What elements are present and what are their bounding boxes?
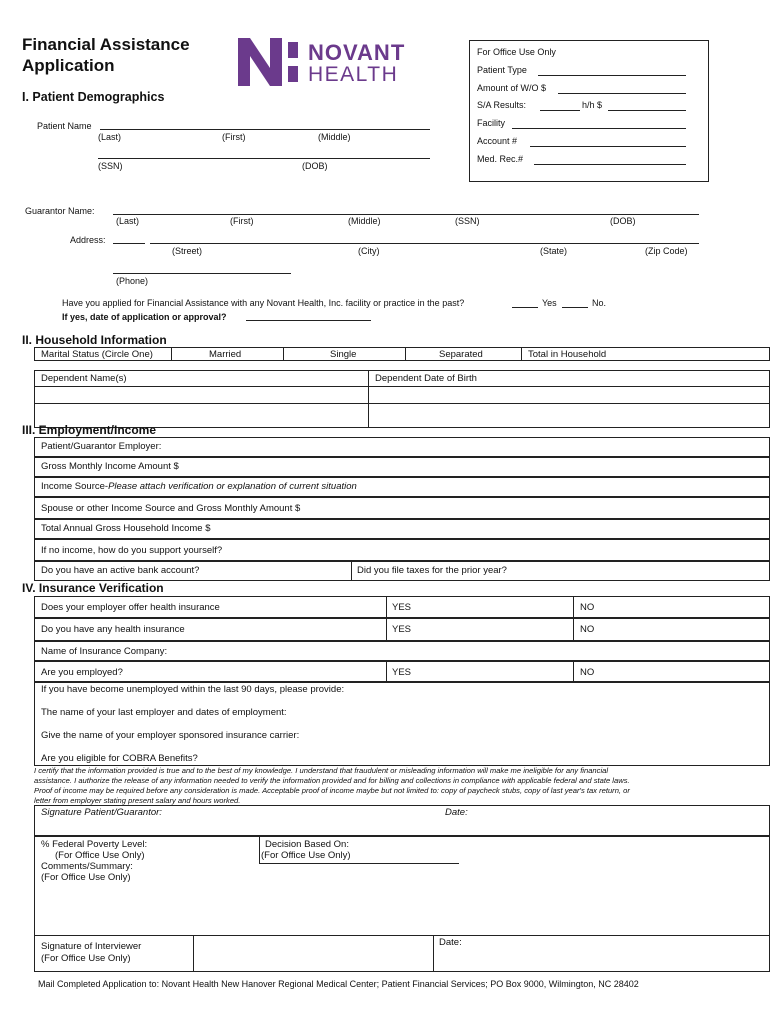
single-option[interactable]: Single [330,349,357,360]
divider [405,348,406,360]
novant-n-mark-icon [238,38,300,86]
dependents-row-rule [35,403,769,404]
interviewer-label-line-1: Signature of Interviewer [41,941,142,952]
office-use-box [469,40,709,182]
total-annual-row[interactable] [34,519,770,539]
section-4-heading: IV. Insurance Verification [22,581,164,595]
income-source-prefix: Income Source- [41,481,109,492]
title-line-2: Application [22,56,115,75]
divider [35,935,769,936]
if-yes-label: If yes, date of application or approval? [62,312,227,322]
income-source-label [41,481,357,492]
applied-no-label: No. [592,298,607,308]
dependents-header-rule [35,386,769,387]
ssn-label: (SSN) [98,161,123,171]
divider [368,371,369,427]
patient-name-label: Patient Name [37,121,92,131]
income-source-note: Please attach verification or explanation of current situation [108,481,357,492]
address-field-a[interactable] [113,243,145,244]
amount-wo-label: Amount of W/O $ [477,83,547,93]
sa-results-label: S/A Results: [477,100,527,110]
section-2-heading: II. Household Information [22,333,167,347]
section-1-heading: I. Patient Demographics [22,90,165,104]
interviewer-label [41,941,141,965]
ssn-dob-field[interactable] [98,158,430,159]
if-yes-field[interactable] [246,320,371,321]
facility-label: Facility [477,118,506,128]
divider [259,863,459,864]
fpl-label-line-2: (For Office Use Only) [55,850,145,861]
amount-wo-field[interactable] [558,93,686,94]
dob-label: (DOB) [302,161,328,171]
insurance-company-label: Name of Insurance Company: [41,646,168,657]
any-insurance-row [34,618,770,641]
no-income-row[interactable] [34,539,770,561]
divider [259,837,260,863]
first-label: (First) [222,132,246,142]
no-income-label: If no income, how do you support yourself? [41,545,223,556]
decision-label[interactable] [261,839,351,861]
certify-line-3: Proof of income may be required before any consideration is made. Acceptable proof of income maybe but not limited to: copy of paycheck stubs, copy of last year's tax return, or [34,786,630,795]
signature-label: Signature Patient/Guarantor: [41,807,162,818]
state-label: (State) [540,246,568,256]
applied-no-field[interactable] [562,307,588,308]
form-title [22,34,190,76]
divider [351,562,352,580]
g-ssn-label: (SSN) [455,216,480,226]
fpl-label-line-1: % Federal Poverty Level: [41,839,148,850]
divider [386,619,387,640]
interviewer-label-line-2: (For Office Use Only) [41,953,131,964]
sa-results-field[interactable] [540,110,580,111]
bank-account-label[interactable]: Do you have an active bank account? [41,565,200,576]
divider [433,935,434,971]
any-insurance-label: Do you have any health insurance [41,624,185,635]
last-label: (Last) [98,132,122,142]
employed-label: Are you employed? [41,667,123,678]
employed-no[interactable]: NO [580,667,595,678]
certify-line-1: I certify that the information provided is true and to the best of my knowledge. I understand that fraudulent or misleading information will make me ineligible for any financial [34,766,609,775]
total-household-label: Total in Household [528,349,607,360]
g-first-label: (First) [230,216,254,226]
income-source-row[interactable] [34,477,770,497]
facility-field[interactable] [512,128,686,129]
divider [573,597,574,617]
applied-question: Have you applied for Financial Assistance with any Novant Health, Inc. facility or practice in the past? [62,298,465,308]
applied-yes-field[interactable] [512,307,538,308]
decision-label-line-2: (For Office Use Only) [261,850,351,861]
married-option[interactable]: Married [209,349,242,360]
total-annual-label: Total Annual Gross Household Income $ [41,523,211,534]
carrier-label: Give the name of your employer sponsored insurance carrier: [41,730,300,741]
any-insurance-yes[interactable]: YES [392,624,412,635]
spouse-income-row[interactable] [34,497,770,519]
novant-logo [238,38,438,88]
spouse-income-label: Spouse or other Income Source and Gross Monthly Amount $ [41,503,301,514]
bank-taxes-row [34,561,770,581]
g-middle-label: (Middle) [348,216,381,226]
med-rec-label: Med. Rec.# [477,154,524,164]
marital-status-row [34,347,770,361]
middle-label: (Middle) [318,132,351,142]
marital-label: Marital Status (Circle One) [41,349,153,360]
any-insurance-no[interactable]: NO [580,624,595,635]
divider [171,348,172,360]
employed-yes[interactable]: YES [392,667,412,678]
unemployed-block[interactable] [34,682,770,766]
phone-label: (Phone) [116,276,149,286]
guarantor-name-field[interactable] [113,214,699,215]
employer-insurance-no[interactable]: NO [580,602,595,613]
logo-text-health: HEALTH [308,63,399,86]
g-dob-label: (DOB) [610,216,636,226]
employer-insurance-yes[interactable]: YES [392,602,412,613]
hh-field[interactable] [608,110,686,111]
g-last-label: (Last) [116,216,140,226]
city-label: (City) [358,246,380,256]
logo-text-novant: NOVANT [308,40,406,65]
divider [386,662,387,681]
account-label: Account # [477,136,518,146]
section-3-heading: III. Employment/Income [22,423,157,437]
employer-label: Patient/Guarantor Employer: [41,441,162,452]
signature-date-label: Date: [445,807,468,818]
certification-text [34,766,770,806]
mailing-footer: Mail Completed Application to: Novant Health New Hanover Regional Medical Center; Patient Financial Services; PO Box 9000, Wilmington, NC 28402 [38,979,639,989]
office-heading: For Office Use Only [477,47,556,57]
patient-type-label: Patient Type [477,65,527,75]
unemployed-label: If you have become unemployed within the last 90 days, please provide: [41,684,345,695]
interviewer-date-label: Date: [439,937,462,948]
zip-label: (Zip Code) [645,246,688,256]
phone-field[interactable] [113,273,291,274]
employer-insurance-label: Does your employer offer health insurance [41,602,220,613]
address-label: Address: [70,235,106,245]
fpl-label [41,839,147,883]
hh-label: h/h $ [582,100,603,110]
last-employer-label: The name of your last employer and dates of employment: [41,707,287,718]
divider [521,348,522,360]
comments-label-line-1: Comments/Summary: [41,861,133,872]
title-line-1: Financial Assistance [22,35,190,54]
address-field[interactable] [150,243,699,244]
cobra-label: Are you eligible for COBRA Benefits? [41,753,198,764]
street-label: (Street) [172,246,203,256]
employed-row [34,661,770,682]
med-rec-field[interactable] [534,164,686,165]
gross-monthly-row[interactable] [34,457,770,477]
divider [386,597,387,617]
certify-line-4: letter from employer stating present salary and hours worked. [34,796,241,805]
account-field[interactable] [530,146,686,147]
divider [283,348,284,360]
taxes-label[interactable]: Did you file taxes for the prior year? [357,565,507,576]
patient-signature-row[interactable] [34,805,770,836]
decision-label-line-1: Decision Based On: [265,839,349,850]
patient-type-field[interactable] [538,75,686,76]
guarantor-name-label: Guarantor Name: [25,206,95,216]
patient-name-field[interactable] [100,129,430,130]
divider [573,619,574,640]
gross-monthly-label: Gross Monthly Income Amount $ [41,461,179,472]
divider [573,662,574,681]
office-use-block [34,836,770,972]
comments-label-line-2: (For Office Use Only) [41,872,131,883]
dependents-table [34,370,770,428]
divider [193,935,194,971]
employer-insurance-row [34,596,770,618]
insurance-company-row[interactable] [34,641,770,661]
employer-row[interactable] [34,437,770,457]
dependent-names-label: Dependent Name(s) [41,373,127,384]
certify-line-2: assistance. I authorize the release of any information needed to verify the information provided and for billing and collections in compliance with applicable federal and state laws. [34,776,630,785]
separated-option[interactable]: Separated [439,349,483,360]
applied-yes-label: Yes [542,298,557,308]
dependent-dob-label: Dependent Date of Birth [375,373,477,384]
